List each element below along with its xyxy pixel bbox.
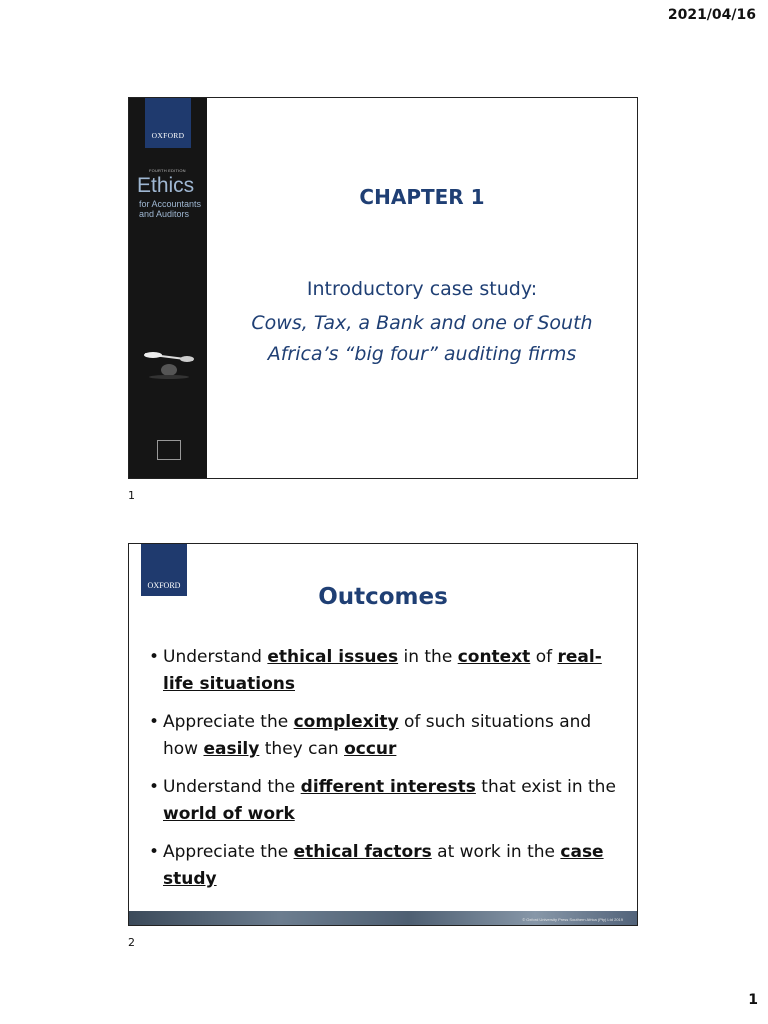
case-study-title xyxy=(207,308,637,370)
balance-scale-icon xyxy=(139,346,199,380)
oxford-logo xyxy=(145,98,191,148)
list-item: • Understand ethical issues in the context of real-life situations xyxy=(149,644,619,698)
cover-edition: FOURTH EDITION xyxy=(149,168,186,173)
outcomes-title: Outcomes xyxy=(318,584,448,610)
cover-subtitle-line2: and Auditors xyxy=(139,209,190,219)
slide-2-number: 2 xyxy=(128,936,135,949)
slide-1-content xyxy=(207,98,637,478)
copyright-text: © Oxford University Press Southern Africa (Pty) Ltd 2019 xyxy=(522,917,623,922)
case-study-title-line1: Cows, Tax, a Bank and one of South xyxy=(251,312,593,334)
oxford-logo-text: OXFORD xyxy=(147,581,181,590)
foundation-logo-icon xyxy=(157,440,181,460)
slide-footer-band xyxy=(129,911,637,925)
chapter-title: CHAPTER 1 xyxy=(359,185,485,209)
book-cover xyxy=(129,98,207,478)
cover-subtitle xyxy=(139,199,201,219)
cover-title: Ethics xyxy=(137,174,195,197)
outcomes-list xyxy=(149,644,619,904)
case-study-intro: Introductory case study: xyxy=(306,278,538,300)
print-date: 2021/04/16 xyxy=(667,7,756,23)
list-item: • Understand the different interests that exist in the world of work xyxy=(149,774,619,828)
list-item: • Appreciate the complexity of such situations and how easily they can occur xyxy=(149,709,619,763)
cover-subtitle-line1: for Accountants xyxy=(139,199,202,209)
slide-1-number: 1 xyxy=(128,489,135,502)
oxford-logo-text: OXFORD xyxy=(151,131,185,140)
page-number: 1 xyxy=(748,992,758,1008)
slide-2 xyxy=(128,543,638,926)
case-study-title-line2: Africa’s “big four” auditing firms xyxy=(267,343,577,365)
slide-1 xyxy=(128,97,638,479)
list-item: • Appreciate the ethical factors at work in the case study xyxy=(149,839,619,893)
